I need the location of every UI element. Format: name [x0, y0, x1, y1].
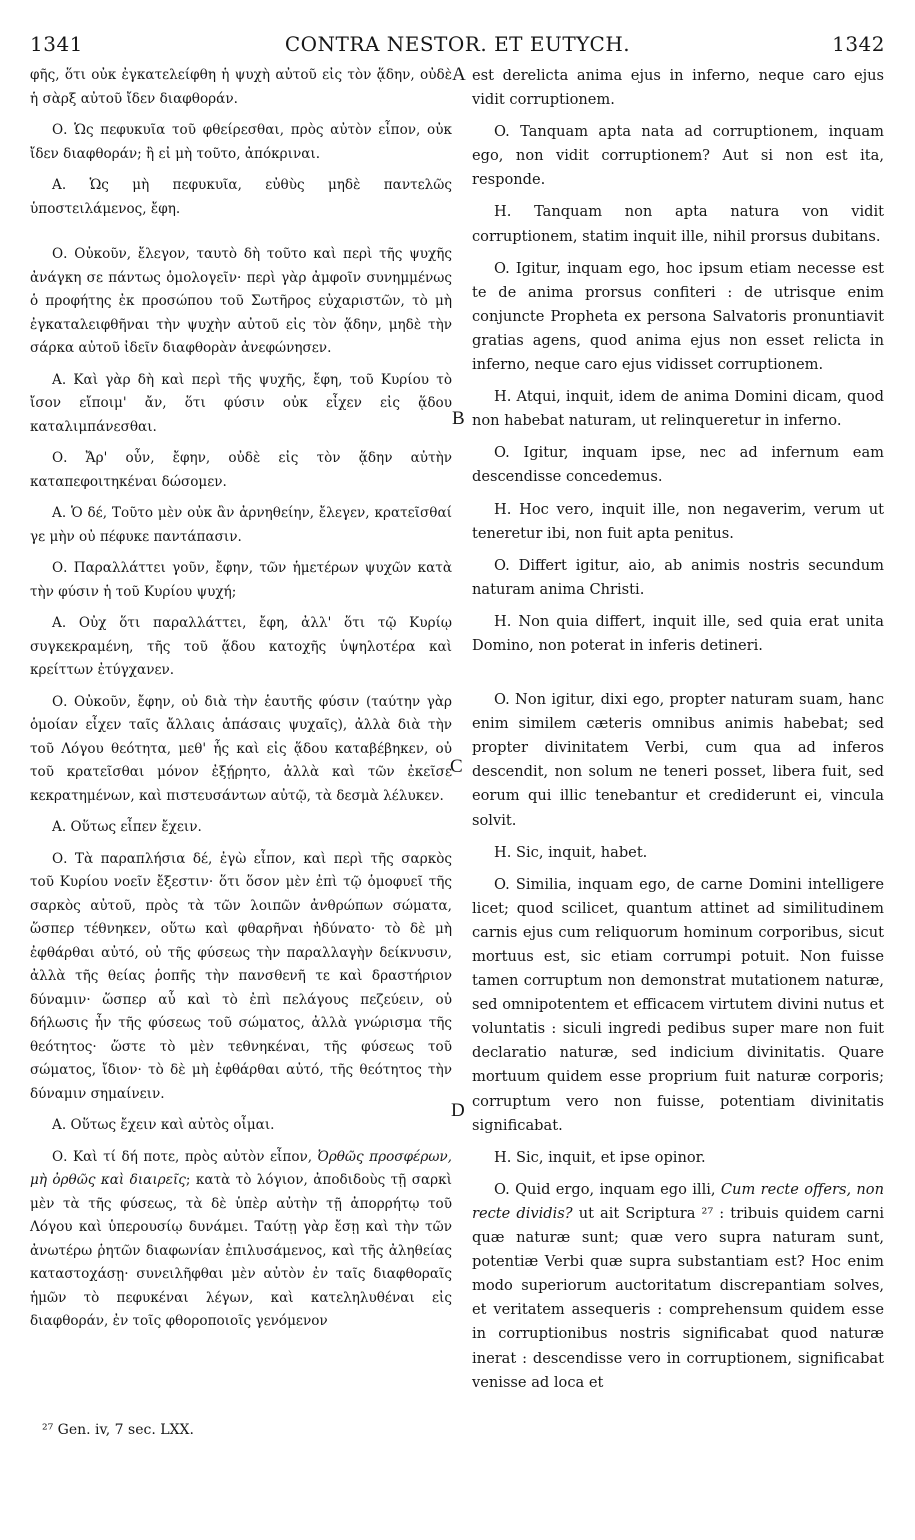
- latin-paragraph-4: O. Igitur, inquam ego, hoc ipsum etiam necesse est te de anima prorsus confiteri : de utrisque enim conjuncte Propheta ex persona Salvatoris pronuntiavit gratias agens, quod anima ejus non esset relicta in inferno, neque caro ejus vidisset corruptionem.: [472, 259, 884, 374]
- footnote: ²⁷ Gen. iv, 7 sec. LXX.: [42, 1422, 194, 1438]
- page-number-right: 1342: [832, 32, 885, 56]
- greek-paragraph-14: [30, 1146, 452, 1334]
- greek-paragraph-1: φῆς, ὅτι οὐκ ἐγκατελείφθη ἡ ψυχὴ αὐτοῦ εἰς τὸν ᾅδην, οὐδὲ ἡ σὰρξ αὐτοῦ ἴδεν διαφθοράν.: [30, 67, 452, 107]
- latin-paragraph-7: H. Hoc vero, inquit ille, non negaverim, verum ut teneretur ibi, non fuit apta penitus.: [472, 500, 884, 542]
- greek-paragraph-14-start: Ο. Καὶ τί δή ποτε, πρὸς αὐτὸν εἶπον,: [52, 1148, 318, 1165]
- greek-paragraph-6: Ο. Ἄρ' οὖν, ἔφην, οὐδὲ εἰς τὸν ᾅδην αὐτὴν καταπεφοιτηκέναι δώσομεν.: [30, 450, 452, 490]
- latin-paragraph-14: [472, 1178, 884, 1395]
- latin-paragraph-8: O. Differt igitur, aio, ab animis nostris secundum naturam anima Christi.: [472, 556, 884, 598]
- running-title: CONTRA NESTOR. ET EUTYCH.: [284, 32, 631, 56]
- greek-paragraph-12: Ο. Τὰ παραπλήσια δέ, ἐγὼ εἶπον, καὶ περὶ τῆς σαρκὸς τοῦ Κυρίου νοεῖν ἔξεστιν· ὅτι ὅσον μὲν ἐπὶ τῷ ὁμοφυεῖ τῆς σαρκὸς αὐτοῦ, πρὸς τὰ τῶν λοιπῶν ἀνθρώπων σώματα, ὥσπερ τέθνηκεν, οὕτω καὶ φθαρῆναι ἠδύνατο· τὸ δὲ μὴ ἐφθάρθαι αὐτό, οὐ τῆς φύσεως τὴν παραλλαγὴν δείκνυσιν, ἀλλὰ τῆς θείας ῥοπῆς τὴν πανσθενῆ τε καὶ δραστήριον δύναμιν· ὥσπερ αὖ καὶ τὸ ἐπὶ πελάγους πεζεύειν, οὐ δήλωσις ἦν τῆς φύσεως τοῦ σώματος, ἀλλὰ γνώρισμα τῆς θεότητος· ὥστε τὸ μὲν τεθνηκέναι, τῆς φύσεως τοῦ σώματος, ἴδιον· τὸ δὲ μὴ ἐφθάρθαι αὐτό, τῆς θεότητος τὴν δύναμιν σημαίνειν.: [30, 850, 452, 1102]
- greek-paragraph-3: Α. Ὡς μὴ πεφυκυῖα, εὐθὺς μηδὲ παντελῶς ὑποστειλάμενος, ἔφη.: [30, 177, 452, 217]
- latin-paragraph-2: O. Tanquam apta nata ad corruptionem, inquam ego, non vidit corruptionem? Aut si non est ita, responde.: [472, 123, 884, 189]
- page-number-left: 1341: [30, 32, 83, 56]
- greek-paragraph-9: Α. Οὐχ ὅτι παραλλάττει, ἔφη, ἀλλ' ὅτι τῷ Κυρίῳ συγκεκραμένη, τῆς τοῦ ᾅδου κατοχῆς ὑψηλοτέρα καὶ κρείττων ἐτύγχανεν.: [30, 615, 452, 678]
- greek-paragraph-2: Ο. Ὡς πεφυκυῖα τοῦ φθείρεσθαι, πρὸς αὐτὸν εἶπον, οὐκ ἴδεν διαφθοράν; ἢ εἰ μὴ τοῦτο, ἀπόκριναι.: [30, 122, 452, 162]
- latin-paragraph-12: O. Similia, inquam ego, de carne Domini intelligere licet; quod scilicet, quantum attinet ad similitudinem carnis ejus cum reliquorum hominum corporibus, sicut mortuus est, sic etiam corrumpi potuit. Non fuisse tamen corruptum non demonstrat mutationem naturæ, sed omnipotentem et efficacem virtutem divini nutus et voluntatis : siculi ingredi pedibus super mare non fuit declaratio naturæ, sed indicium divinitatis. Quare mortuum quidem esse proprium fuit naturæ corporis; corruptum vero non fuisse, potentiam divinitatis significabat.: [472, 875, 884, 1134]
- margin-letter-c: C: [450, 756, 463, 777]
- greek-paragraph-8: Ο. Παραλλάττει γοῦν, ἔφην, τῶν ἡμετέρων ψυχῶν κατὰ τὴν φύσιν ἡ τοῦ Κυρίου ψυχή;: [30, 560, 452, 600]
- greek-paragraph-11: Α. Οὕτως εἶπεν ἔχειν.: [52, 819, 202, 835]
- latin-paragraph-11: H. Sic, inquit, habet.: [494, 843, 648, 861]
- latin-paragraph-14-start: O. Quid ergo, inquam ego illi,: [494, 1180, 721, 1198]
- greek-scripture-quote: Ὀρθῶς προσφέρων, μὴ ὀρθῶς καὶ διαιρεῖς: [30, 1148, 453, 1188]
- greek-paragraph-14-rest: ; κατὰ τὸ λόγιον, ἀποδιδοὺς τῇ σαρκὶ μὲν τὰ τῆς φύσεως, τὰ δὲ ὑπὲρ αὐτὴν τῇ ἀπορρήτῳ τοῦ Λόγου καὶ ὑπερουσίῳ δυνάμει. Ταύτῃ γὰρ ἔσῃ καὶ τὴν τῶν ἀνωτέρω ῥητῶν διαφωνίαν ἐπιλυσάμενος, καὶ τῆς ἀληθείας καταστοχάσῃ· συνειλῆφθαι μὲν αὐτὸν ἐν ταῖς διαφθοραῖς ἡμῶν τὸ πεφυκέναι λέγων, καὶ κατεληλυθέναι εἰς διαφθοράν, ἐν τοῖς φθοροποιοῖς γενόμενον: [30, 1172, 452, 1329]
- latin-paragraph-1: est derelicta anima ejus in inferno, neque caro ejus vidit corruptionem.: [472, 67, 884, 109]
- latin-paragraph-13: H. Sic, inquit, et ipse opinor.: [494, 1148, 706, 1166]
- latin-paragraph-6: O. Igitur, inquam ipse, nec ad infernum eam descendisse concedemus.: [472, 444, 884, 486]
- greek-column: [30, 64, 452, 1342]
- greek-paragraph-7: Α. Ὁ δέ, Τοῦτο μὲν οὐκ ἂν ἀρνηθείην, ἔλεγεν, κρατεῖσθαί γε μὴν οὐ πέφυκε παντάπασιν.: [30, 505, 452, 545]
- margin-letter-a: A: [452, 64, 466, 85]
- latin-paragraph-5: H. Atqui, inquit, idem de anima Domini dicam, quod non habebat naturam, ut relinqueretur in inferno.: [472, 388, 884, 430]
- greek-paragraph-5: Α. Καὶ γὰρ δὴ καὶ περὶ τῆς ψυχῆς, ἔφη, τοῦ Κυρίου τὸ ἴσον εἴποιμ' ἄν, ὅτι φύσιν οὐκ εἶχεν εἰς ᾅδου καταλιμπάνεσθαι.: [30, 371, 452, 435]
- latin-scripture-quote: Cum recte offers, non recte dividis?: [472, 1180, 884, 1222]
- latin-paragraph-9: H. Non quia differt, inquit ille, sed quia erat unita Domino, non poterat in inferis detineri.: [472, 612, 884, 654]
- running-header: [30, 32, 885, 58]
- latin-paragraph-10: O. Non igitur, dixi ego, propter naturam suam, hanc enim similem cæteris omnibus animis habebat; sed propter divinitatem Verbi, cum qua ad inferos descendit, non solum ne teneri posset, libera fuit, sed eorum qui illic tenebantur et crediderunt ei, vincula solvit.: [472, 691, 884, 829]
- margin-letter-d: D: [451, 1100, 465, 1121]
- margin-letter-b: B: [452, 408, 465, 429]
- latin-paragraph-3: H. Tanquam non apta natura von vidit corruptionem, statim inquit ille, nihil prorsus dubitans.: [472, 203, 884, 245]
- greek-paragraph-13: Α. Οὕτως ἔχειν καὶ αὐτὸς οἶμαι.: [52, 1117, 275, 1133]
- latin-paragraph-14-rest: ut ait Scriptura ²⁷ : tribuis quidem carni quæ naturæ sunt; quæ vero supra naturam sunt, potentiæ Verbi quæ supra substantiam est? Hoc enim modo superiorum auctoritatum discrepantiam solves, et veritatem assequeris : comprehensum quidem esse in corruptionibus nostris significabat quod naturæ inerat : descendisse vero in corruptionem, significabat venisse ad loca et: [472, 1204, 885, 1391]
- greek-paragraph-10: Ο. Οὐκοῦν, ἔφην, οὐ διὰ τὴν ἑαυτῆς φύσιν (ταύτην γὰρ ὁμοίαν εἶχεν ταῖς ἄλλαις ἁπάσαις ψυχαῖς), ἀλλὰ διὰ τὴν τοῦ Λόγου θεότητα, μεθ' ἧς καὶ εἰς ᾅδου καταβέβηκεν, οὐ τοῦ κρατεῖσθαι μόνον ἐξῄρητο, ἀλλὰ καὶ τῶν ἐκεῖσε κεκρατημένων, καὶ πιστευσάντων αὐτῷ, τὰ δεσμὰ λέλυκεν.: [30, 693, 452, 804]
- latin-column: [472, 64, 884, 1403]
- greek-paragraph-4: Ο. Οὐκοῦν, ἔλεγον, ταυτὸ δὴ τοῦτο καὶ περὶ τῆς ψυχῆς ἀνάγκη σε πάντως ὁμολογεῖν· περὶ γὰρ ἀμφοῖν συνημμένως ὁ προφήτης ἐκ προσώπου τοῦ Σωτῆρος εὐχαριστῶν, τὸ μὴ ἐγκαταλειφθῆναι τὴν ψυχὴν αὐτοῦ εἰς τὸν ᾅδην, μηδὲ τὴν σάρκα αὐτοῦ ἰδεῖν διαφθορὰν ἀνεφώνησεν.: [30, 246, 452, 356]
